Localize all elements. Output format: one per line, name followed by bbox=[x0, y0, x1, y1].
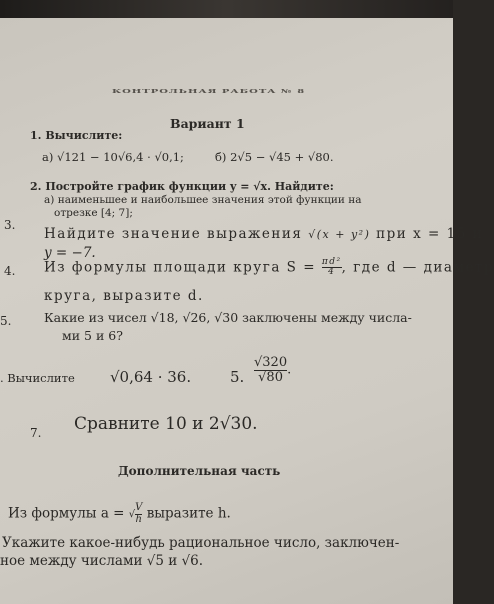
task1-b-expression: 2√5 − √45 + √80. bbox=[230, 150, 334, 164]
extra-root-fraction bbox=[135, 503, 142, 525]
task6-label: . Вычислите bbox=[0, 371, 75, 385]
extra-root-denominator: h bbox=[135, 513, 142, 525]
variant-title: Вариант 1 bbox=[170, 116, 245, 131]
task4-number: 4. bbox=[4, 264, 16, 278]
task3-expression: √(x + y²) bbox=[308, 228, 371, 241]
task6-fraction-body bbox=[254, 356, 287, 384]
partial-header: КОНТРОЛЬНАЯ РАБОТА № 8 bbox=[112, 88, 306, 95]
task4-line2: круга, выразите d. bbox=[44, 288, 204, 304]
extra-line1 bbox=[8, 503, 231, 525]
task4-text: Из формулы площади круга S = bbox=[44, 259, 317, 276]
task4-fraction bbox=[322, 258, 342, 278]
extra-radical: √ $\frac{V}{h}$ bbox=[128, 502, 143, 525]
task2-a-line1: а) наименьшее и наибольшее значения этой функции на bbox=[44, 194, 362, 206]
task5a-line1: Какие из чисел √18, √26, √30 заключены между числа- bbox=[44, 310, 412, 325]
task7-number: 7. bbox=[30, 426, 42, 440]
task2-a-line2: отрезке [4; 7]; bbox=[54, 207, 133, 219]
task1-a bbox=[42, 150, 184, 164]
extra-line3: ное между числами √5 и √6. bbox=[0, 553, 204, 569]
task6-fraction-numerator: √320 bbox=[254, 355, 288, 370]
task4-fraction-numerator: πd² bbox=[321, 257, 342, 267]
task6-fraction-denominator: √80 bbox=[254, 370, 287, 385]
task6-expression: √0,64 · 36. bbox=[110, 368, 192, 386]
task5a-line2: ми 5 и 6? bbox=[62, 328, 123, 343]
task2-label: 2. Постройте график функции y = √x. Найдите: bbox=[30, 180, 334, 193]
task6-fraction bbox=[254, 356, 291, 384]
task1-b bbox=[215, 150, 334, 164]
task1-label: 1. Вычислите: bbox=[30, 129, 123, 142]
extra-tail: выразите h. bbox=[146, 505, 231, 522]
task1-a-label: а) bbox=[42, 150, 54, 164]
extra-line2: Укажите какое-нибудь рациональное число, заключен- bbox=[2, 535, 400, 551]
task3-tail: при x = 15 и bbox=[376, 226, 484, 242]
task6-number5: 5. bbox=[230, 368, 245, 386]
extra-root-numerator: V bbox=[135, 502, 143, 513]
extra-title: Дополнительная часть bbox=[118, 464, 281, 478]
task3-text: Найдите значение выражения bbox=[44, 226, 303, 242]
extra-text: Из формулы a = bbox=[8, 505, 125, 522]
task4-line1 bbox=[44, 258, 494, 278]
background-surface bbox=[0, 0, 453, 18]
task4-fraction-denominator: 4 bbox=[322, 267, 342, 277]
task3-number: 3. bbox=[4, 218, 16, 232]
task1-a-expression: √121 − 10√6,4 · √0,1; bbox=[57, 150, 184, 164]
task3-line2: y = −7. bbox=[44, 245, 96, 261]
task5a-number: 5. bbox=[0, 314, 12, 328]
task4-tail: , где d — диаметр bbox=[341, 259, 494, 276]
task6-tail: . bbox=[287, 362, 292, 378]
worksheet-page bbox=[0, 18, 494, 604]
task1-b-label: б) bbox=[215, 150, 227, 164]
task7-text: Сравните 10 и 2√30. bbox=[74, 414, 258, 434]
task3-line1 bbox=[44, 226, 483, 242]
